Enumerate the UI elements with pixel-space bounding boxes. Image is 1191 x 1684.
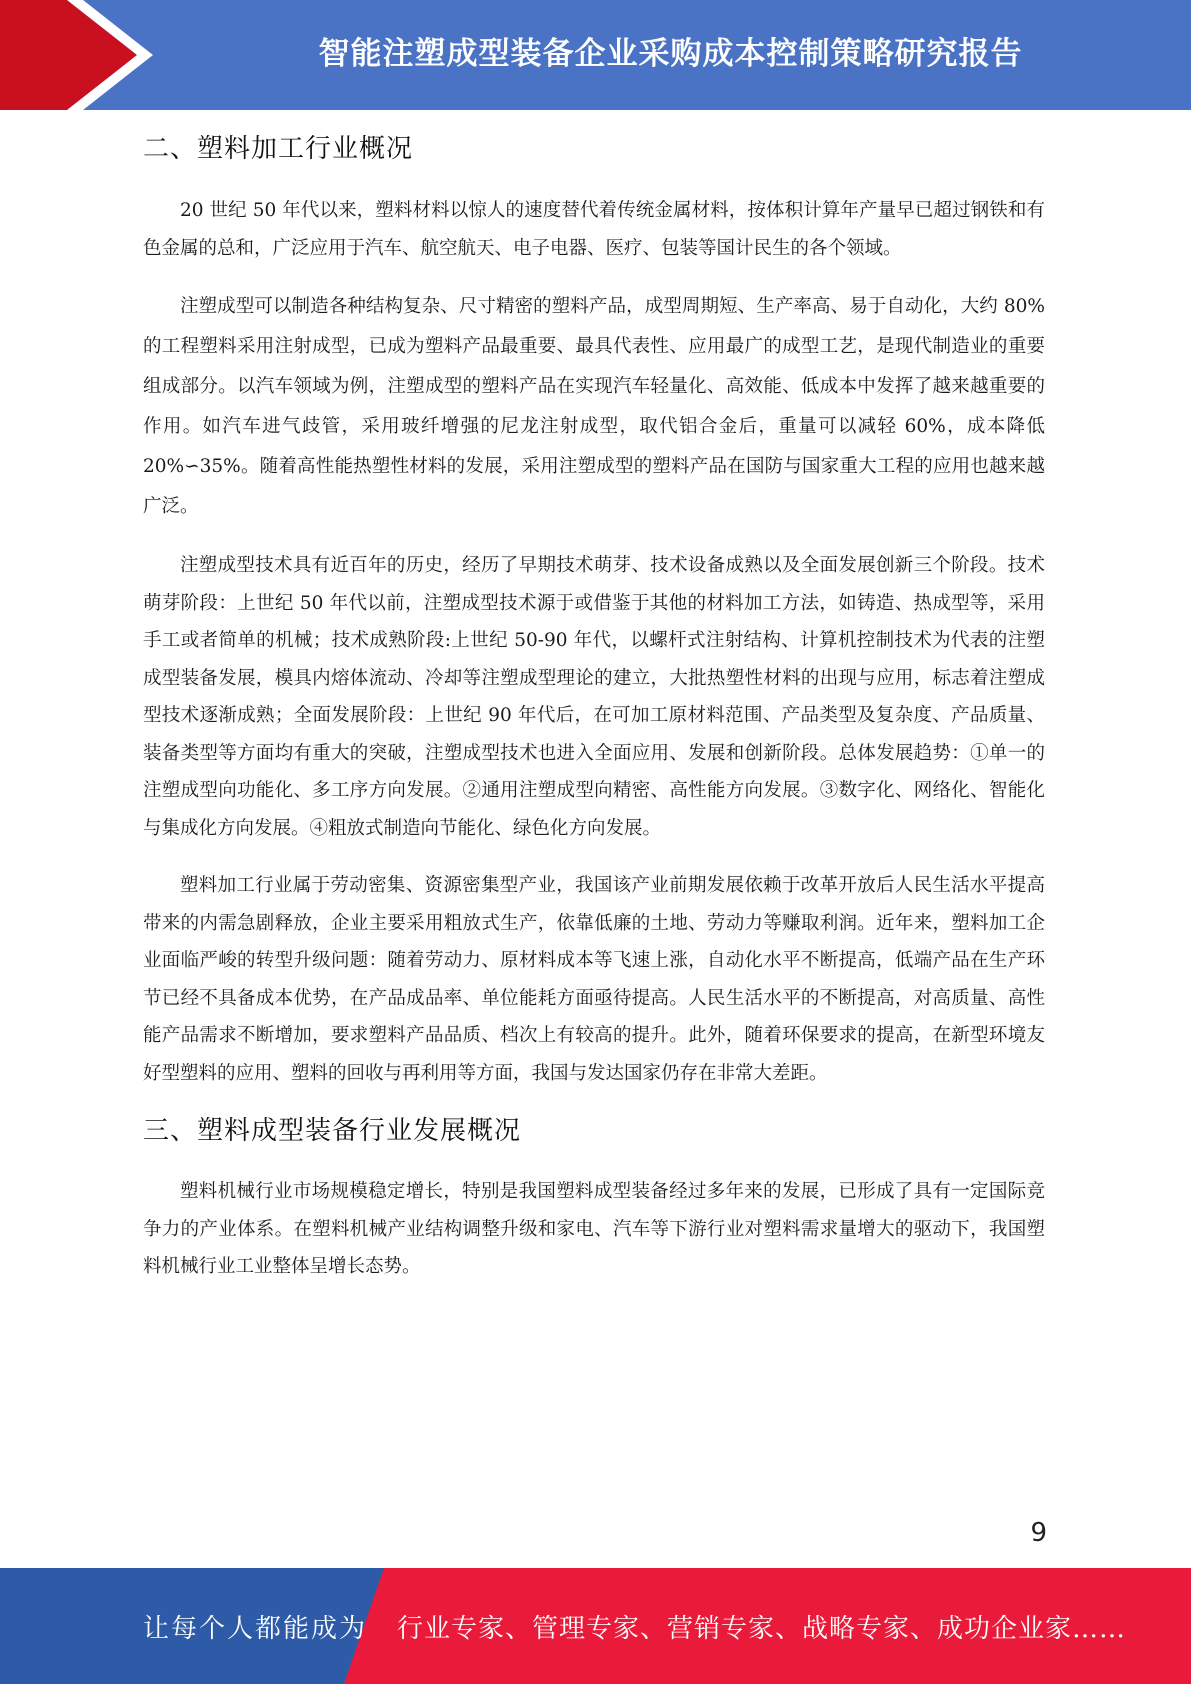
footer-banner <box>0 1568 1191 1684</box>
paragraph: 塑料加工行业属于劳动密集、资源密集型产业，我国该产业前期发展依赖于改革开放后人民生活水平提高带来的内需急剧释放，企业主要采用粗放式生产，依靠低廉的土地、劳动力等赚取利润。近年来，塑料加工企业面临严峻的转型升级问题：随着劳动力、原材料成本等飞速上涨，自动化水平不断提高，低端产品在生产环节已经不具备成本优势，在产品成品率、单位能耗方面亟待提高。人民生活水平的不断提高，对高质量、高性能产品需求不断增加，要求塑料产品品质、档次上有较高的提升。此外，随着环保要求的提高，在新型环境友好型塑料的应用、塑料的回收与再利用等方面，我国与发达国家仍存在非常大差距。 <box>143 875 1045 1084</box>
paragraph: 注塑成型可以制造各种结构复杂、尺寸精密的塑料产品，成型周期短、生产率高、易于自动化，大约 80%的工程塑料采用注射成型，已成为塑料产品最重要、最具代表性、应用最广的成型工艺，是现代制造业的重要组成部分。以汽车领域为例，注塑成型的塑料产品在实现汽车轻量化、高效能、低成本中发挥了越来越重要的作用。如汽车进气歧管，采用玻纤增强的尼龙注射成型，取代铝合金后，重量可以减轻 60%，成本降低 20%∽35%。随着高性能热塑性材料的发展，采用注塑成型的塑料产品在国防与国家重大工程的应用也越来越广泛。 <box>143 296 1045 517</box>
paragraph: 塑料机械行业市场规模稳定增长，特别是我国塑料成型装备经过多年来的发展，已形成了具有一定国际竞争力的产业体系。在塑料机械产业结构调整升级和家电、汽车等下游行业对塑料需求量增大的驱动下，我国塑料机械行业工业整体呈增长态势。 <box>143 1181 1045 1277</box>
header-arrow-decoration <box>0 0 160 110</box>
section-heading-equipment-industry: 三、塑料成型装备行业发展概况 <box>143 1116 522 1146</box>
report-title: 智能注塑成型装备企业采购成本控制策略研究报告 <box>318 35 1023 72</box>
section-heading-plastics-processing: 二、塑料加工行业概况 <box>143 134 414 164</box>
paragraph: 20 世纪 50 年代以来，塑料材料以惊人的速度替代着传统金属材料，按体积计算年产量早已超过钢铁和有色金属的总和，广泛应用于汽车、航空航天、电子电器、医疗、包装等国计民生的各个领域。 <box>143 200 1045 259</box>
footer-slogan: 让每个人都能成为 <box>143 1613 368 1644</box>
page-number: 9 <box>1030 1518 1047 1548</box>
document-body <box>143 128 1045 1286</box>
header-banner <box>0 0 1191 110</box>
footer-roles: 行业专家、管理专家、营销专家、战略专家、成功企业家…… <box>397 1613 1127 1644</box>
paragraph: 注塑成型技术具有近百年的历史，经历了早期技术萌芽、技术设备成熟以及全面发展创新三个阶段。技术萌芽阶段：上世纪 50 年代以前，注塑成型技术源于或借鉴于其他的材料加工方法，如铸造、热成型等，采用手工或者简单的机械；技术成熟阶段:上世纪 50-90 年代，以螺杆式注射结构、计算机控制技术为代表的注塑成型装备发展，模具内熔体流动、冷却等注塑成型理论的建立，大批热塑性材料的出现与应用，标志着注塑成型技术逐渐成熟；全面发展阶段：上世纪 90 年代后，在可加工原材料范围、产品类型及复杂度、产品质量、装备类型等方面均有重大的突破，注塑成型技术也进入全面应用、发展和创新阶段。总体发展趋势：①单一的注塑成型向功能化、多工序方向发展。②通用注塑成型向精密、高性能方向发展。③数字化、网络化、智能化与集成化方向发展。④粗放式制造向节能化、绿色化方向发展。 <box>143 555 1045 839</box>
